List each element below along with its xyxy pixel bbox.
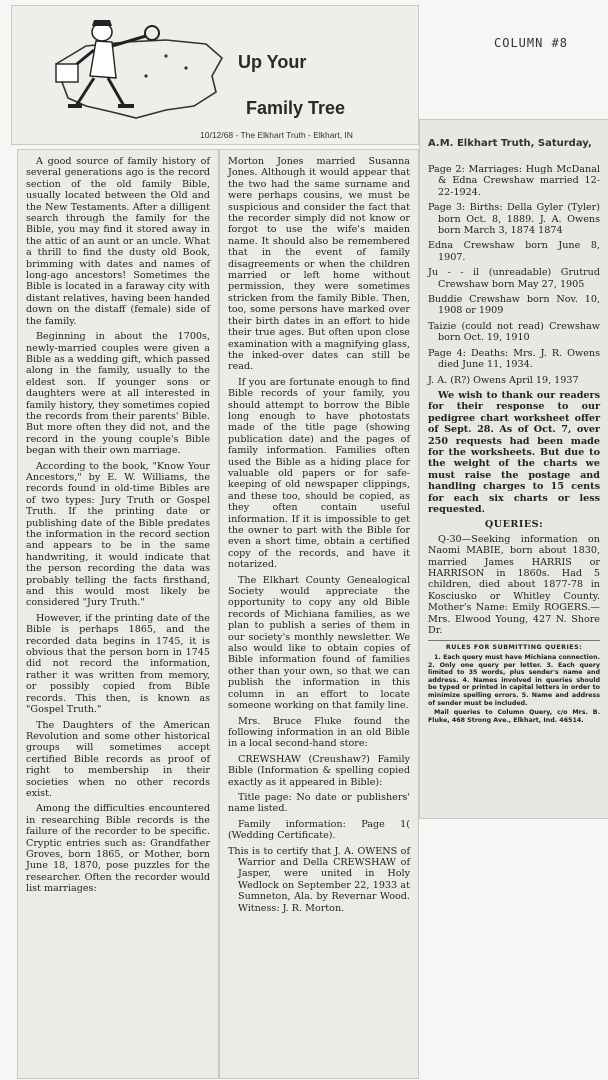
- newspaper-masthead: A.M. Elkhart Truth, Saturday,: [428, 138, 592, 149]
- paragraph: The Daughters of the American Revolution and some other historical groups will sometimes accept certified Bible records as proof of right to membership in their societies when no other records exist.: [26, 719, 210, 799]
- queries-heading: QUERIES:: [484, 519, 544, 531]
- article-column-2: [220, 150, 418, 1078]
- genealogist-map-illustration: [16, 6, 230, 128]
- column-title-line1: Up Your: [238, 52, 307, 72]
- paragraph: Mrs. Bruce Fluke found the following information in an old Bible in a local second-hand store:: [228, 715, 410, 750]
- paragraph: Buddie Crewshaw born Nov. 10, 1908 or 1909: [428, 294, 600, 317]
- article-column-3: [420, 120, 608, 818]
- paragraph: A good source of family history of several generations ago is the record section of the old family Bible, usually located between the Old and the New Testaments. After a dilligent search through the family for the Bible, you may find it stored away in the attic of an aunt or an uncle. What a thrill to find the dusty old Book, brimming with dates and names of long-ago ancestors! Sometimes the Bible is located in a faraway city with distant relatives, having been handed down on the distaff (female) side of the family.: [26, 156, 210, 327]
- paragraph: However, if the printing date of the Bible is perhaps 1865, and the recorded data begins in 1745, it is obvious that the person born in 1745 did not record the information, rather it was written from memory, or possibly copied from Bible records. This then, is known as "Gospel Truth.": [26, 612, 210, 716]
- mail-instructions: Mail queries to Column Query, c/o Mrs. B. Fluke, 468 Strong Ave., Elkhart, Ind. 46514.: [428, 709, 600, 724]
- paragraph: Edna Crewshaw born June 8, 1907.: [428, 240, 600, 263]
- header-clipping: [12, 6, 418, 144]
- dateline: 10/12/68 - The Elkhart Truth - Elkhart, IN: [200, 130, 353, 140]
- paragraph: J. A. (R?) Owens April 19, 1937: [428, 374, 579, 386]
- rules-box: [428, 640, 600, 724]
- paragraph: Page 3: Births: Della Gyler (Tyler) born Oct. 8, 1889. J. A. Owens born March 3, 1874 1874: [428, 202, 600, 237]
- article-column-1: [18, 150, 218, 1078]
- column-label: COLUMN #8: [494, 36, 569, 50]
- paragraph: CREWSHAW (Creushaw?) Family Bible (Information & spelling copied exactly as it appeared in Bible):: [228, 753, 410, 788]
- paragraph: Taizie (could not read) Crewshaw born Oct. 19, 1910: [428, 320, 600, 344]
- paragraph: We wish to thank our readers for their response to our pedigree chart worksheet offer of Sept. 28. As of Oct. 7, over 250 requests had been made for the worksheets. But due to the weight of the charts we must raise the postage and handling charges to 15 cents for each six charts or less requested.: [428, 389, 600, 515]
- column-title-line2: Family Tree: [246, 98, 346, 118]
- rules-heading: RULES FOR SUBMITTING QUERIES:: [445, 644, 583, 652]
- paragraph: Morton Jones married Susanna Jones. Although it would appear that the two had the same surname and were perhaps cousins, we must be suspicious and consider the fact that the recorder simply did not know or forgot to use the wife's maiden name. It should also be remembered that in the event of family disagreements or when the children married or left home without permission, they were sometimes stricken from the family Bible. Then, too, some persons have marked over their birth dates in an effort to hide their true ages. But often upon close examination with a magnifying glass, the inked-over dates can still be read.: [228, 156, 410, 373]
- paragraph: Page 4: Deaths: Mrs. J. R. Owens died June 11, 1934.: [428, 347, 600, 371]
- paragraph: Beginning in about the 1700s, newly-married couples were given a Bible as a wedding gift, which passed along in the family, usually to the eldest son. If younger sons or daughters were at all interested in family history, they sometimes copied the records from their parents' Bible. But more often they did not, and the record in the young couple's Bible began with their own marriage.: [26, 331, 210, 457]
- paragraph: According to the book, "Know Your Ancestors," by E. W. Williams, the records found in old-time Bibles are of two types: Jury Truth or Gospel Truth. If the printing date or publishing date of the Bible predates the information in the record section and appears to be in the same handwriting, it would indicate that the person recording the data was probably telling the facts firsthand, and this would most likely be considered "Jury Truth.": [26, 460, 210, 609]
- paragraph: Family information: Page 1( (Wedding Certificate).: [228, 818, 410, 842]
- paragraph: The Elkhart County Genealogical Society would appreciate the opportunity to copy any old Bible records of Michiana families, as we plan to publish a series of them in our society's monthly newsletter. We also would like to obtain copies of Bible information found of families other than your own, so that we can publish the information in this column in an effort to locate someone working on that family line.: [228, 574, 410, 712]
- paragraph: Ju - - il (unreadable) Grutrud Crewshaw born May 27, 1905: [428, 267, 600, 290]
- rules-text: 1. Each query must have Michiana connection. 2. Only one query per letter. 3. Each query limited to 35 words, plus sender's name and address. 4. Names involved in queries should be typed or printed in capital letters in order to minimize spelling errors. 5. Name and address of sender must be included.: [428, 654, 600, 707]
- query-entry: Q-30—Seeking information on Naomi MABIE, born about 1830, married James HARRIS or HARRISON in 1860s. Had 5 children, died about 1877-78 in Kosciusko or Whitley County. Mother's Name: Emily ROGERS.—Mrs. Elwood Young, 427 N. Shore Dr.: [428, 533, 600, 637]
- paragraph: Among the difficulties encountered in researching Bible records is the failure of the recorder to be specific. Cryptic entries such as: Grandfather Groves, born 1865, or Mother, born June 18, 1870, pose puzzles for the researcher. Often the recorder would list marriages:: [26, 803, 210, 895]
- paragraph: Page 2: Marriages: Hugh McDanal & Edna Crewshaw married 12-22-1924.: [428, 164, 600, 198]
- paragraph: Title page: No date or publishers' name listed.: [228, 791, 410, 815]
- paragraph: If you are fortunate enough to find Bible records of your family, you should attempt to borrow the Bible long enough to have photostats made of the title page (showing publication date) and the pages of family information. Families often used the Bible as a hiding place for valuable old papers or for safe-keeping of old newspaper clippings, and these too, should be copied, as they often contain useful information. If it is impossible to get the owner to part with the Bible for even a short time, obtain a certified copy of the records, and have it notarized.: [228, 376, 410, 571]
- paragraph: This is to certify that J. A. OWENS of Warrior and Della CREWSHAW of Jasper, were united in Holy Wedlock on September 22, 1933 at Sumneton, Ala. by Revernar Wood. Witness: J. R. Morton.: [228, 845, 410, 914]
